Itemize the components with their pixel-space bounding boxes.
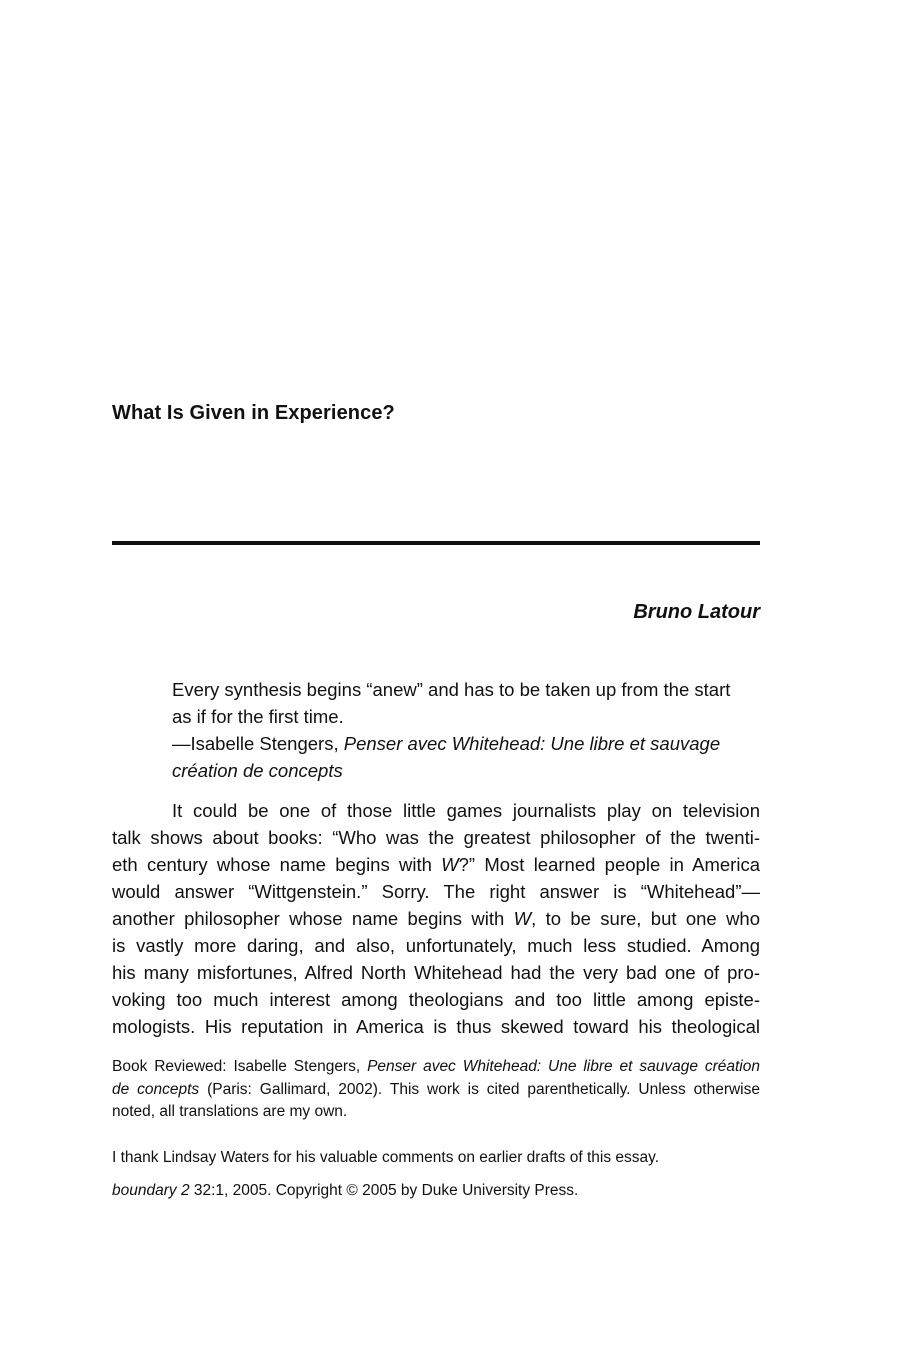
body-paragraph (112, 797, 760, 1040)
article-title: What Is Given in Experience? (112, 402, 395, 424)
epigraph-quote-line: Every synthesis begins “anew” and has to be taken up from the start (172, 679, 731, 700)
acknowledgment-text: I thank Lindsay Waters for his valuable comments on earlier drafts of this essay. (112, 1149, 660, 1166)
body-line: eth century whose name begins with W?” Most learned people in America (112, 854, 760, 875)
italic-text: de concepts (112, 1080, 200, 1098)
footnote-line: Book Reviewed: Isabelle Stengers, Penser avec Whitehead: Une libre et sauvage création (112, 1058, 760, 1075)
body-line: another philosopher whose name begins with W, to be sure, but one who (112, 908, 761, 929)
footnote-line: de concepts (Paris: Gallimard, 2002). This work is cited parenthetically. Unless otherwise (112, 1080, 761, 1098)
body-line: is vastly more daring, and also, unfortunately, much less studied. Among (112, 935, 760, 956)
copyright-text: 32:1, 2005. Copyright © 2005 by Duke University Press. (189, 1182, 579, 1199)
body-line: his many misfortunes, Alfred North Whitehead had the very bad one of pro- (112, 962, 760, 983)
body-line: voking too much interest among theologians and too little among episte- (112, 989, 760, 1010)
body-line: talk shows about books: “Who was the greatest philosopher of the twenti- (112, 827, 760, 848)
body-line: It could be one of those little games journalists play on television (172, 800, 760, 821)
epigraph-quote-line: as if for the first time. (172, 706, 344, 727)
footnote-book-reviewed (112, 1056, 760, 1124)
copyright-line (112, 1180, 760, 1203)
epigraph-attribution (172, 730, 760, 757)
body-line: mologists. His reputation in America is thus skewed toward his theological (112, 1016, 760, 1037)
italic-text: W (513, 908, 532, 929)
article-author: Bruno Latour (633, 601, 760, 623)
footnote-line: noted, all translations are my own. (112, 1103, 348, 1120)
epigraph-source-title: Penser avec Whitehead: Une libre et sauvage (343, 733, 721, 754)
italic-text: Penser avec Whitehead: Une libre et sauvage création (367, 1058, 760, 1075)
footnote-acknowledgment (112, 1147, 760, 1170)
body-line: would answer “Wittgenstein.” Sorry. The right answer is “Whitehead”— (112, 881, 760, 902)
title-divider (112, 541, 760, 545)
epigraph-source-title-continued: création de concepts (172, 760, 343, 781)
epigraph (172, 676, 760, 784)
epigraph-attribution-prefix: —Isabelle Stengers, (172, 733, 344, 754)
italic-text: W (441, 854, 459, 875)
journal-name: boundary 2 (112, 1182, 190, 1199)
footnote-copyright (112, 1180, 760, 1203)
